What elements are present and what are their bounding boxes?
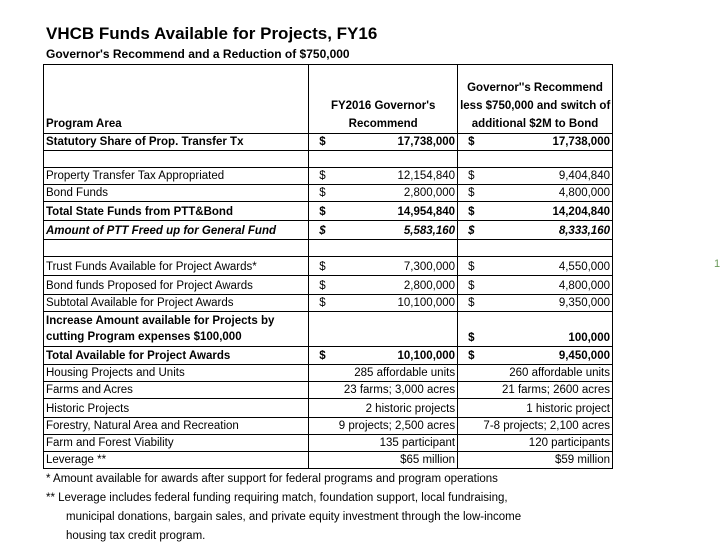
cell-value: 14,204,840	[552, 206, 610, 218]
cell-value: 4,550,000	[558, 261, 610, 273]
cell-value: 23 farms; 3,000 acres	[309, 382, 458, 399]
table-header-row	[44, 65, 613, 134]
funds-table	[43, 64, 613, 469]
cell-value: 10,100,000	[397, 297, 456, 309]
cell-value: 285 affordable units	[309, 365, 458, 382]
page-number: 1	[714, 258, 720, 270]
table-row	[44, 435, 613, 452]
cell-value: 260 affordable units	[458, 365, 613, 382]
cell-value: 7,300,000	[403, 261, 456, 273]
footnote-2: ** Leverage includes federal funding requiring match, foundation support, local fundraising,	[46, 492, 508, 504]
page-subtitle: Governor's Recommend and a Reduction of $750,000	[46, 47, 350, 61]
currency-sign: $	[468, 136, 475, 148]
row-label: Farms and Acres	[44, 382, 309, 399]
row-label: Property Transfer Tax Appropriated	[44, 168, 309, 185]
row-label: Housing Projects and Units	[44, 365, 309, 382]
table-row	[44, 452, 613, 469]
cell-value: 135 participant	[309, 435, 458, 452]
row-label: Historic Projects	[44, 399, 309, 418]
cell-value: 2 historic projects	[309, 399, 458, 418]
currency-sign: $	[468, 225, 475, 237]
currency-sign: $	[319, 187, 326, 199]
header-fy2016: FY2016 Governor's Recommend	[309, 65, 458, 134]
cell-value: 7-8 projects; 2,100 acres	[458, 418, 613, 435]
cell-value: 8,333,160	[558, 225, 610, 237]
cell-value: 17,738,000	[552, 136, 610, 148]
table-row	[44, 418, 613, 435]
currency-sign: $	[468, 280, 475, 292]
footnote-2-cont: housing tax credit program.	[66, 530, 206, 542]
row-label: Bond Funds	[44, 185, 309, 202]
cell-value: 2,800,000	[403, 187, 456, 199]
cell-value: 9,350,000	[558, 297, 610, 309]
page-title: VHCB Funds Available for Projects, FY16	[46, 24, 378, 43]
currency-sign: $	[468, 187, 475, 199]
table-row	[44, 185, 613, 202]
row-label: Statutory Share of Prop. Transfer Tx	[44, 134, 309, 151]
cell-value: 4,800,000	[558, 187, 610, 199]
row-label: Total State Funds from PTT&Bond	[44, 202, 309, 221]
table-row	[44, 347, 613, 365]
currency-sign: $	[468, 261, 475, 273]
row-label: Trust Funds Available for Project Awards*	[44, 257, 309, 276]
cell-value: 1 historic project	[458, 399, 613, 418]
table-row	[44, 295, 613, 312]
footnote-1: * Amount available for awards after support for federal programs and program operations	[46, 473, 498, 485]
currency-sign: $	[319, 225, 326, 237]
currency-sign: $	[468, 206, 475, 218]
spacer-row	[44, 240, 613, 257]
currency-sign: $	[468, 332, 475, 344]
row-label: Amount of PTT Freed up for General Fund	[44, 221, 309, 240]
row-label: Farm and Forest Viability	[44, 435, 309, 452]
cell-value: 10,100,000	[397, 350, 456, 362]
cell-value: 120 participants	[458, 435, 613, 452]
table-row	[44, 202, 613, 221]
header-program-area: Program Area	[44, 65, 309, 134]
cell-value: 9,450,000	[558, 350, 610, 362]
cell-value: 9,404,840	[558, 170, 610, 182]
row-label: Subtotal Available for Project Awards	[44, 295, 309, 312]
table-row	[44, 382, 613, 399]
row-label: Forestry, Natural Area and Recreation	[44, 418, 309, 435]
cell-value: 9 projects; 2,500 acres	[309, 418, 458, 435]
table-row	[44, 365, 613, 382]
cell-value: 2,800,000	[403, 280, 456, 292]
table-row	[44, 399, 613, 418]
currency-sign: $	[468, 170, 475, 182]
currency-sign: $	[319, 170, 326, 182]
cell-value: 17,738,000	[397, 136, 456, 148]
currency-sign: $	[319, 350, 326, 362]
row-label: Bond funds Proposed for Project Awards	[44, 276, 309, 295]
currency-sign: $	[319, 297, 326, 309]
row-label: Leverage **	[44, 452, 309, 469]
cell-value: 14,954,840	[397, 206, 456, 218]
table-row	[44, 221, 613, 240]
cell-value: 100,000	[568, 332, 610, 344]
row-label: Increase Amount available for Projects by cutting Program expenses $100,000	[44, 312, 309, 347]
cell-value: $65 million	[309, 452, 458, 469]
currency-sign: $	[468, 297, 475, 309]
footnote-2-cont: municipal donations, bargain sales, and private equity investment through the low-income	[66, 511, 522, 523]
currency-sign: $	[319, 206, 326, 218]
currency-sign: $	[468, 350, 475, 362]
table-row	[44, 168, 613, 185]
table-row	[44, 312, 613, 347]
currency-sign: $	[319, 261, 326, 273]
table-row	[44, 276, 613, 295]
cell-value: 12,154,840	[397, 170, 456, 182]
cell-value: 5,583,160	[403, 225, 456, 237]
currency-sign: $	[319, 136, 326, 148]
cell-value: $59 million	[458, 452, 613, 469]
table-row	[44, 134, 613, 151]
footnotes	[46, 470, 521, 546]
cell-value: 21 farms; 2600 acres	[458, 382, 613, 399]
table-row	[44, 257, 613, 276]
header-reduction: Governor''s Recommend less $750,000 and switch of additional $2M to Bond	[458, 65, 613, 134]
spacer-row	[44, 151, 613, 168]
row-label: Total Available for Project Awards	[44, 347, 309, 365]
currency-sign: $	[319, 280, 326, 292]
cell-value: 4,800,000	[558, 280, 610, 292]
